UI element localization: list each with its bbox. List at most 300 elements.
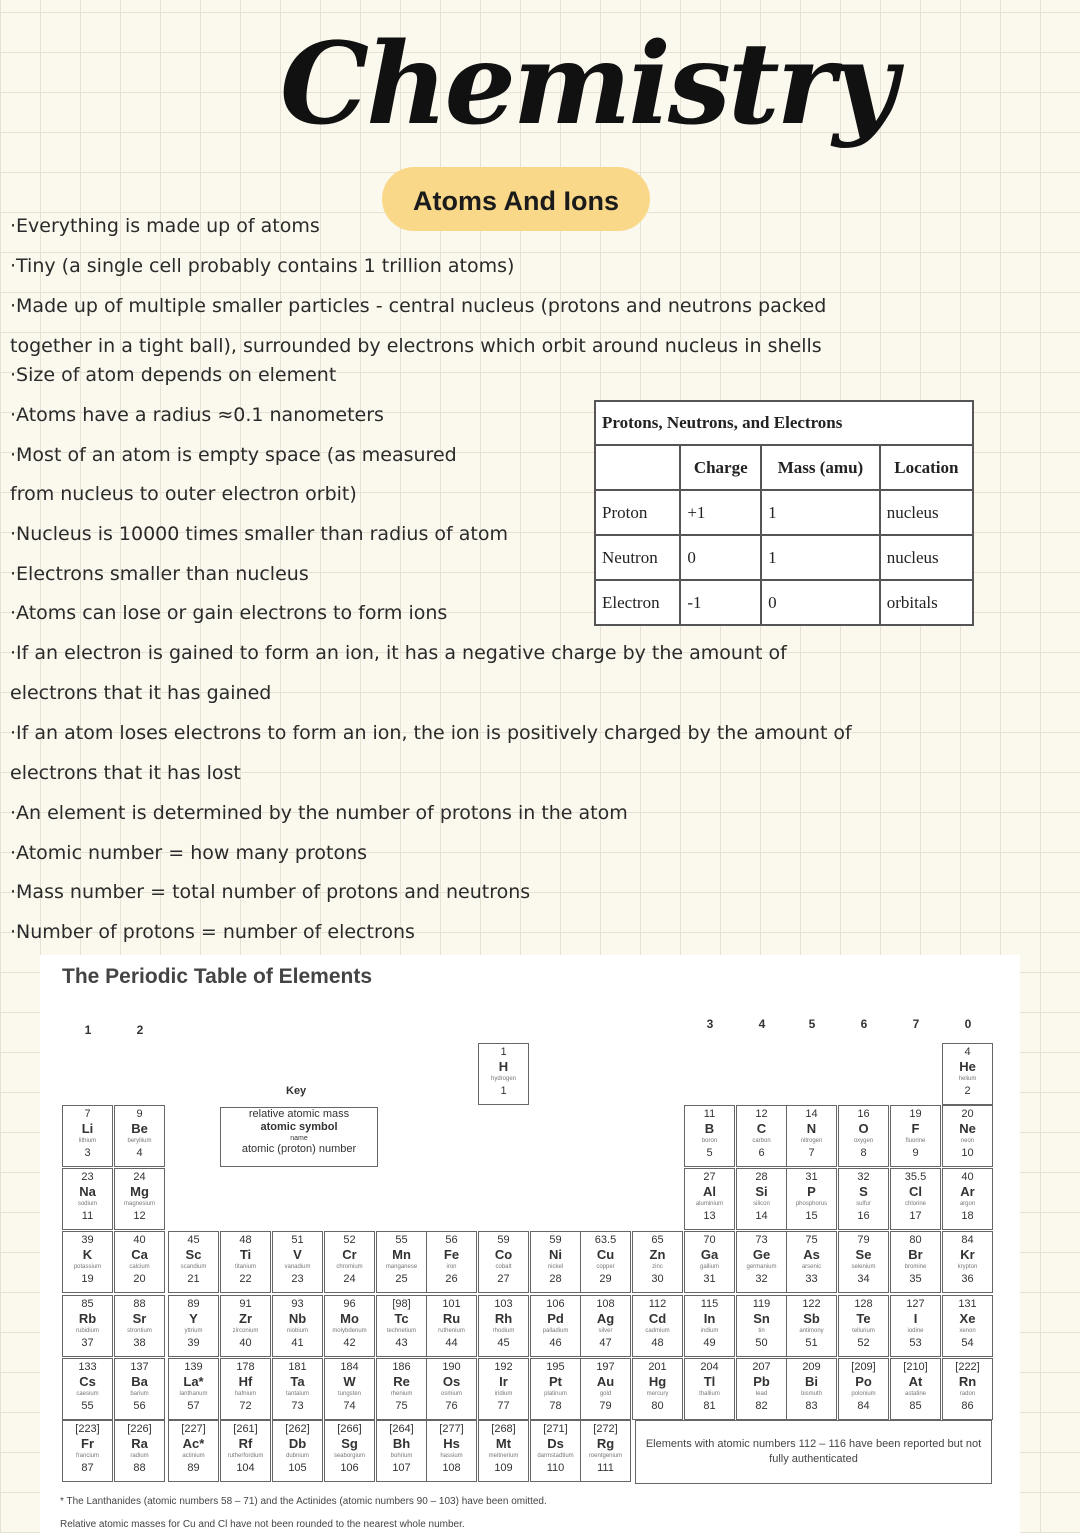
element-number: 15	[805, 1210, 818, 1222]
element-symbol: Ir	[499, 1374, 508, 1389]
element-mass: 103	[494, 1298, 513, 1310]
element-cell-mn	[376, 1231, 427, 1293]
table-cell: Proton	[595, 490, 680, 535]
table-cell: nucleus	[880, 490, 973, 535]
element-symbol: Sn	[753, 1311, 770, 1326]
table-header	[595, 445, 680, 490]
table-header: Location	[880, 445, 973, 490]
element-mass: 137	[130, 1361, 149, 1373]
element-mass: 35.5	[904, 1171, 927, 1183]
element-number: 20	[133, 1273, 146, 1285]
element-mass: 209	[802, 1361, 821, 1373]
element-number: 107	[392, 1462, 411, 1474]
element-mass: [272]	[593, 1423, 618, 1435]
element-mass: 195	[546, 1361, 565, 1373]
element-name: tellurium	[852, 1328, 875, 1334]
element-name: polonium	[851, 1391, 876, 1397]
element-symbol: Xe	[959, 1311, 976, 1326]
element-name: technetium	[386, 1328, 417, 1334]
element-name: lead	[755, 1391, 768, 1397]
element-mass: 89	[187, 1298, 200, 1310]
element-name: rutherfordium	[227, 1453, 264, 1459]
element-symbol: O	[858, 1121, 869, 1136]
element-number: 80	[651, 1400, 664, 1412]
element-number: 73	[291, 1400, 304, 1412]
element-symbol: In	[703, 1311, 716, 1326]
element-symbol: Se	[855, 1247, 872, 1262]
element-mass: 101	[442, 1298, 461, 1310]
element-mass: 181	[288, 1361, 307, 1373]
element-name: gold	[599, 1391, 612, 1397]
element-name: tantalum	[285, 1391, 309, 1397]
element-symbol: B	[704, 1121, 715, 1136]
element-name: actinium	[182, 1453, 205, 1459]
element-number: 38	[133, 1337, 146, 1349]
element-symbol: Te	[856, 1311, 871, 1326]
element-cell-co	[478, 1231, 529, 1293]
element-cell-cr	[324, 1231, 375, 1293]
particles-table	[594, 400, 974, 626]
group-number: 0	[964, 1017, 972, 1031]
element-number: 87	[81, 1462, 94, 1474]
element-symbol: Au	[596, 1374, 615, 1389]
element-name: nitrogen	[800, 1138, 823, 1144]
element-cell-rb	[62, 1295, 113, 1357]
element-name: radon	[959, 1391, 976, 1397]
note-line: from nucleus to outer electron orbit)	[10, 483, 357, 505]
element-name: iron	[446, 1264, 457, 1270]
note-line: ·Atoms can lose or gain electrons to form ions	[10, 602, 448, 624]
element-name: chromium	[336, 1264, 363, 1270]
element-name: silicon	[753, 1201, 770, 1207]
element-mass: 55	[395, 1234, 408, 1246]
element-name: argon	[959, 1201, 976, 1207]
note-line: electrons that it has lost	[10, 762, 241, 784]
element-number: 57	[187, 1400, 200, 1412]
element-number: 77	[497, 1400, 510, 1412]
element-mass: [261]	[233, 1423, 258, 1435]
element-mass: 14	[805, 1108, 818, 1120]
element-name: astatine	[904, 1391, 926, 1397]
element-cell-s	[838, 1168, 889, 1230]
element-name: thallium	[699, 1391, 720, 1397]
element-symbol: V	[293, 1247, 302, 1262]
element-name: roentgenium	[588, 1453, 623, 1459]
element-mass: [271]	[543, 1423, 568, 1435]
element-mass: [98]	[392, 1298, 411, 1310]
element-symbol: Tl	[703, 1374, 716, 1389]
element-cell-p	[786, 1168, 837, 1230]
element-symbol: Fe	[443, 1247, 460, 1262]
element-symbol: Re	[393, 1374, 410, 1389]
element-mass: 192	[494, 1361, 513, 1373]
element-cell-tc	[376, 1295, 427, 1357]
element-number: 5	[706, 1147, 713, 1159]
element-mass: 4	[964, 1046, 971, 1058]
element-mass: 70	[703, 1234, 716, 1246]
element-mass: 11	[703, 1108, 716, 1120]
element-cell-at	[890, 1358, 941, 1420]
element-number: 83	[805, 1400, 818, 1412]
element-cell-la	[168, 1358, 219, 1420]
element-number: 89	[187, 1462, 200, 1474]
key-line: atomic symbol	[260, 1121, 338, 1133]
key-line: relative atomic mass	[248, 1108, 350, 1120]
element-number: 26	[445, 1273, 458, 1285]
element-name: bromine	[904, 1264, 927, 1270]
element-cell-sn	[736, 1295, 787, 1357]
element-number: 49	[703, 1337, 716, 1349]
element-number: 27	[497, 1273, 510, 1285]
element-mass: 59	[497, 1234, 510, 1246]
element-mass: 19	[909, 1108, 922, 1120]
table-cell: 0	[680, 535, 761, 580]
element-mass: [223]	[75, 1423, 100, 1435]
element-cell-n	[786, 1105, 837, 1167]
element-number: 19	[81, 1273, 94, 1285]
element-number: 18	[961, 1210, 974, 1222]
note-line: ·Made up of multiple smaller particles - central nucleus (protons and neutrons packed	[10, 295, 827, 317]
element-mass: 75	[805, 1234, 818, 1246]
element-mass: 52	[343, 1234, 356, 1246]
element-number: 37	[81, 1337, 94, 1349]
table-row	[595, 490, 973, 535]
table-cell: orbitals	[880, 580, 973, 625]
note-line: ·If an atom loses electrons to form an ion, the ion is positively charged by the amount of	[10, 722, 852, 744]
element-number: 78	[549, 1400, 562, 1412]
element-name: seaborgium	[333, 1453, 366, 1459]
element-mass: 28	[755, 1171, 768, 1183]
note-line: ·If an electron is gained to form an ion, it has a negative charge by the amount of	[10, 642, 787, 664]
element-mass: 127	[906, 1298, 925, 1310]
element-cell-po	[838, 1358, 889, 1420]
element-mass: 186	[392, 1361, 411, 1373]
element-name: phosphorus	[795, 1201, 828, 1207]
element-cell-w	[324, 1358, 375, 1420]
element-number: 48	[651, 1337, 664, 1349]
element-name: oxygen	[853, 1138, 874, 1144]
key-heading: Key	[286, 1085, 307, 1097]
element-number: 44	[445, 1337, 458, 1349]
element-mass: 133	[78, 1361, 97, 1373]
element-cell-ne	[942, 1105, 993, 1167]
element-mass: 79	[857, 1234, 870, 1246]
table-header: Charge	[680, 445, 761, 490]
element-symbol: As	[803, 1247, 820, 1262]
element-name: yttrium	[184, 1328, 203, 1334]
element-symbol: Tc	[394, 1311, 409, 1326]
element-name: boron	[701, 1138, 718, 1144]
element-name: hassium	[440, 1453, 463, 1459]
element-number: 50	[755, 1337, 768, 1349]
element-symbol: Cu	[596, 1247, 615, 1262]
element-mass: [264]	[389, 1423, 414, 1435]
element-number: 9	[912, 1147, 919, 1159]
element-number: 72	[239, 1400, 252, 1412]
element-symbol: Os	[442, 1374, 461, 1389]
element-symbol: Ti	[239, 1247, 252, 1262]
element-number: 85	[909, 1400, 922, 1412]
note-line: ·Atoms have a radius ≈0.1 nanometers	[10, 404, 384, 426]
note-line: ·Size of atom depends on element	[10, 364, 337, 386]
element-cell-mg	[114, 1168, 165, 1230]
element-name: fluorine	[905, 1138, 926, 1144]
element-symbol: Co	[494, 1247, 513, 1262]
element-number: 40	[239, 1337, 252, 1349]
element-cell-pd	[530, 1295, 581, 1357]
element-cell-in	[684, 1295, 735, 1357]
table-cell: 1	[761, 490, 880, 535]
element-symbol: Ag	[596, 1311, 615, 1326]
element-name: dubnium	[285, 1453, 309, 1459]
element-name: germanium	[746, 1264, 777, 1270]
element-mass: 20	[961, 1108, 974, 1120]
element-name: antimony	[799, 1328, 824, 1334]
element-number: 55	[81, 1400, 94, 1412]
element-cell-hg	[632, 1358, 683, 1420]
element-mass: 24	[133, 1171, 146, 1183]
note-line: ·Tiny (a single cell probably contains 1 trillion atoms)	[10, 255, 515, 277]
element-symbol: Rg	[596, 1436, 615, 1451]
element-symbol: N	[806, 1121, 817, 1136]
table-row	[595, 580, 973, 625]
element-name: cadmium	[645, 1328, 670, 1334]
element-cell-ru	[426, 1295, 477, 1357]
note-line: ·Electrons smaller than nucleus	[10, 563, 309, 585]
element-number: 30	[651, 1273, 664, 1285]
element-name: bohrium	[390, 1453, 413, 1459]
element-cell-tl	[684, 1358, 735, 1420]
element-symbol: Sr	[132, 1311, 147, 1326]
element-name: tin	[758, 1328, 765, 1334]
element-number: 39	[187, 1337, 200, 1349]
element-symbol: Fr	[81, 1436, 94, 1451]
element-number: 31	[703, 1273, 716, 1285]
element-cell-fr	[62, 1420, 113, 1482]
element-symbol: He	[959, 1059, 976, 1074]
element-name: calcium	[129, 1264, 150, 1270]
note-line: ·Most of an atom is empty space (as measured	[10, 444, 457, 466]
element-name: palladium	[542, 1328, 569, 1334]
element-mass: 106	[546, 1298, 565, 1310]
group-number: 7	[912, 1017, 920, 1031]
element-symbol: Ar	[960, 1184, 975, 1199]
note-line: ·An element is determined by the number of protons in the atom	[10, 802, 628, 824]
element-number: 10	[961, 1147, 974, 1159]
element-mass: 16	[857, 1108, 870, 1120]
element-mass: 184	[340, 1361, 359, 1373]
element-number: 109	[494, 1462, 513, 1474]
element-symbol: Zn	[649, 1247, 666, 1262]
element-cell-ds	[530, 1420, 581, 1482]
element-symbol: Cl	[909, 1184, 922, 1199]
element-symbol: Sg	[341, 1436, 358, 1451]
element-symbol: Kr	[960, 1247, 975, 1262]
element-name: hydrogen	[490, 1076, 517, 1082]
element-cell-pb	[736, 1358, 787, 1420]
element-cell-c	[736, 1105, 787, 1167]
element-symbol: Po	[855, 1374, 872, 1389]
element-symbol: Br	[908, 1247, 923, 1262]
element-mass: 1	[500, 1046, 507, 1058]
element-name: scandium	[180, 1264, 207, 1270]
element-symbol: Pt	[549, 1374, 562, 1389]
element-name: niobium	[286, 1328, 308, 1334]
element-cell-re	[376, 1358, 427, 1420]
element-number: 51	[805, 1337, 818, 1349]
footnote: * The Lanthanides (atomic numbers 58 – 71) and the Actinides (atomic numbers 90 – 103) have been omitted.	[60, 1496, 547, 1507]
element-symbol: Ne	[959, 1121, 976, 1136]
element-mass: 39	[81, 1234, 94, 1246]
element-number: 8	[860, 1147, 867, 1159]
element-number: 81	[703, 1400, 716, 1412]
element-symbol: Ge	[752, 1247, 771, 1262]
element-number: 3	[84, 1147, 91, 1159]
element-cell-fe	[426, 1231, 477, 1293]
element-cell-os	[426, 1358, 477, 1420]
element-symbol: Na	[79, 1184, 96, 1199]
element-mass: 40	[133, 1234, 146, 1246]
element-cell-ag	[580, 1295, 631, 1357]
element-number: 14	[755, 1210, 768, 1222]
element-mass: 23	[81, 1171, 94, 1183]
element-name: mercury	[646, 1391, 669, 1397]
element-number: 88	[133, 1462, 146, 1474]
element-cell-i	[890, 1295, 941, 1357]
element-symbol: Cd	[648, 1311, 667, 1326]
element-symbol: P	[807, 1184, 816, 1199]
element-cell-ga	[684, 1231, 735, 1293]
element-cell-f	[890, 1105, 941, 1167]
element-number: 105	[288, 1462, 307, 1474]
element-number: 2	[964, 1085, 971, 1097]
element-cell-ir	[478, 1358, 529, 1420]
element-symbol: Sc	[185, 1247, 202, 1262]
element-symbol: Y	[189, 1311, 198, 1326]
element-mass: 56	[445, 1234, 458, 1246]
element-number: 74	[343, 1400, 356, 1412]
element-number: 33	[805, 1273, 818, 1285]
element-name: darmstadtium	[537, 1453, 574, 1459]
element-cell-cu	[580, 1231, 631, 1293]
element-symbol: Ga	[700, 1247, 719, 1262]
element-symbol: Mt	[495, 1436, 512, 1451]
element-mass: 178	[236, 1361, 255, 1373]
element-name: francium	[75, 1453, 99, 1459]
element-cell-hs	[426, 1420, 477, 1482]
element-number: 53	[909, 1337, 922, 1349]
element-number: 108	[442, 1462, 461, 1474]
element-number: 29	[599, 1273, 612, 1285]
element-mass: [262]	[285, 1423, 310, 1435]
element-name: radium	[130, 1453, 149, 1459]
element-cell-li	[62, 1105, 113, 1167]
element-number: 79	[599, 1400, 612, 1412]
element-symbol: Ac*	[182, 1436, 205, 1451]
element-mass: 139	[184, 1361, 203, 1373]
element-number: 17	[909, 1210, 922, 1222]
element-name: lithium	[78, 1138, 97, 1144]
element-mass: 91	[239, 1298, 252, 1310]
element-cell-xe	[942, 1295, 993, 1357]
element-number: 28	[549, 1273, 562, 1285]
element-mass: 119	[752, 1298, 771, 1310]
element-mass: 96	[343, 1298, 356, 1310]
element-cell-ti	[220, 1231, 271, 1293]
element-name: gallium	[699, 1264, 719, 1270]
element-cell-ge	[736, 1231, 787, 1293]
element-symbol: Mg	[130, 1184, 149, 1199]
element-number: 56	[133, 1400, 146, 1412]
element-number: 4	[136, 1147, 143, 1159]
element-mass: [226]	[127, 1423, 152, 1435]
element-cell-ni	[530, 1231, 581, 1293]
element-symbol: La*	[183, 1374, 204, 1389]
element-symbol: H	[498, 1059, 509, 1074]
element-mass: 84	[961, 1234, 974, 1246]
element-name: rubidium	[75, 1328, 99, 1334]
element-mass: 115	[700, 1298, 719, 1310]
element-symbol: Ds	[547, 1436, 564, 1451]
element-symbol: Ba	[131, 1374, 148, 1389]
element-symbol: Nb	[288, 1311, 307, 1326]
element-name: aluminium	[695, 1201, 724, 1207]
element-cell-na	[62, 1168, 113, 1230]
table-row	[595, 535, 973, 580]
page-title: Chemistry	[280, 19, 895, 150]
element-mass: 122	[802, 1298, 821, 1310]
element-cell-nb	[272, 1295, 323, 1357]
element-mass: 128	[854, 1298, 873, 1310]
element-number: 25	[395, 1273, 408, 1285]
element-number: 34	[857, 1273, 870, 1285]
element-cell-hf	[220, 1358, 271, 1420]
element-number: 106	[340, 1462, 359, 1474]
element-cell-rh	[478, 1295, 529, 1357]
element-number: 47	[599, 1337, 612, 1349]
element-symbol: W	[343, 1374, 356, 1389]
element-cell-cs	[62, 1358, 113, 1420]
element-symbol: Sb	[803, 1311, 820, 1326]
element-symbol: Zr	[239, 1311, 252, 1326]
element-name: platinum	[544, 1391, 567, 1397]
element-number: 32	[755, 1273, 768, 1285]
element-name: titanium	[234, 1264, 256, 1270]
element-cell-ba	[114, 1358, 165, 1420]
element-symbol: F	[911, 1121, 920, 1136]
table-cell: 1	[761, 535, 880, 580]
element-cell-bi	[786, 1358, 837, 1420]
element-name: arsenic	[801, 1264, 822, 1270]
element-symbol: Ra	[131, 1436, 148, 1451]
element-name: neon	[960, 1138, 975, 1144]
element-cell-bh	[376, 1420, 427, 1482]
element-cell-sr	[114, 1295, 165, 1357]
element-symbol: I	[913, 1311, 918, 1326]
element-name: hafnium	[234, 1391, 257, 1397]
element-mass: 63.5	[594, 1234, 617, 1246]
element-cell-o	[838, 1105, 889, 1167]
element-name: sulfur	[856, 1201, 871, 1207]
element-cell-v	[272, 1231, 323, 1293]
element-number: 46	[549, 1337, 562, 1349]
element-symbol: Mo	[340, 1311, 359, 1326]
element-cell-ta	[272, 1358, 323, 1420]
element-name: iridium	[494, 1391, 513, 1397]
element-cell-b	[684, 1105, 735, 1167]
periodic-table-panel	[40, 955, 1020, 1533]
element-name: potassium	[73, 1264, 102, 1270]
